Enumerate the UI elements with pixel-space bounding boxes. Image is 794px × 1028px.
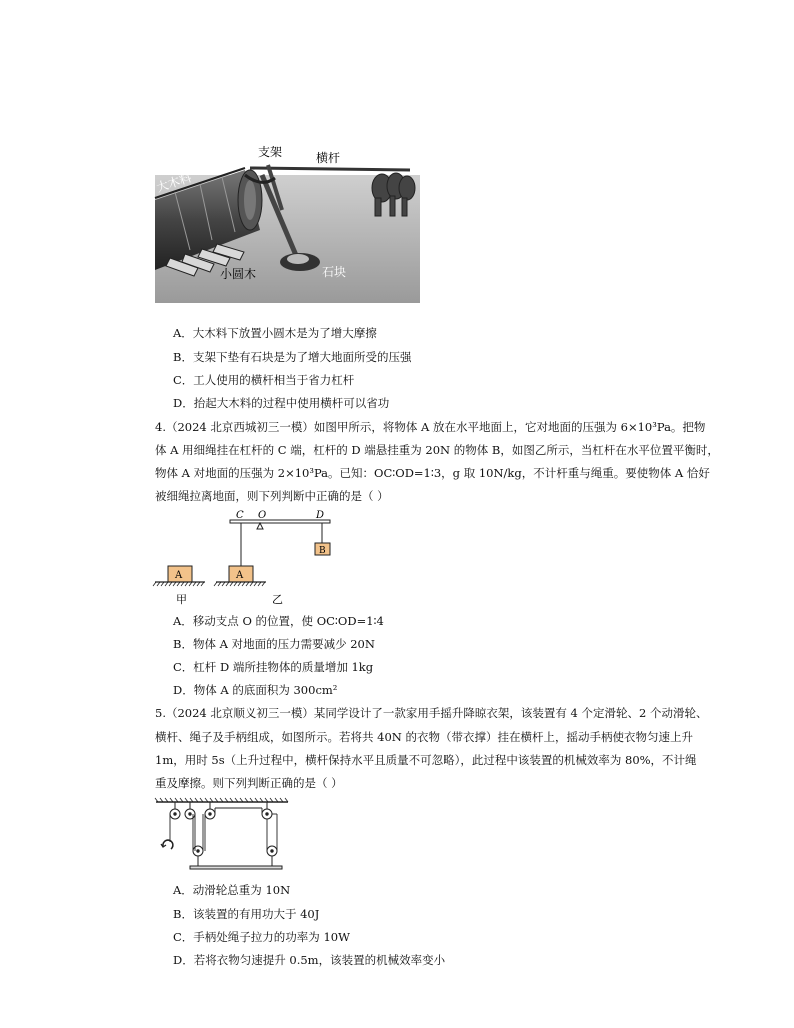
q4-option-a: A．移动支点 O 的位置，使 OC∶OD=1∶4 <box>173 614 384 628</box>
q5-stem-line-3: 1m，用时 5s（上升过程中，横杆保持水平且质量不可忽略），此过程中该装置的机械效率为 80%，不计绳 <box>155 753 697 767</box>
label-d: D <box>316 510 325 521</box>
q5-stem-line-4: 重及摩擦。则下列判断正确的是（ ） <box>155 776 343 790</box>
label-a-yi: A <box>236 570 244 581</box>
caption-yi: 乙 <box>272 593 283 606</box>
q3-option-c: C．工人使用的横杆相当于省力杠杆 <box>173 373 355 387</box>
q5-option-a: A．动滑轮总重为 10N <box>173 883 291 897</box>
q5-option-c: C．手柄处绳子拉力的功率为 10W <box>173 930 350 944</box>
label-a-jia: A <box>175 570 183 581</box>
label-henggan: 横杆 <box>316 151 341 165</box>
q5-stem-line-2: 横杆、绳子及手柄组成，如图所示。若将共 40N 的衣物（带衣撑）挂在横杆上，摇动手柄使衣物匀速上升 <box>155 730 694 744</box>
q4-stem-line-3: 物体 A 对地面的压强为 2×10³Pa。已知：OC∶OD=1∶3，g 取 10N/kg，不计杆重与绳重。要使物体 A 恰好 <box>155 466 710 480</box>
q4-stem-line-4: 被细绳拉离地面，则下列判断中正确的是（ ） <box>155 489 389 503</box>
q5-stem-line-1: 5.（2024 北京顺义初三一模）某同学设计了一款家用手摇升降晾衣架，该装置有 4 个定滑轮、2 个动滑轮、 <box>155 706 708 720</box>
label-b: B <box>319 546 326 556</box>
figure-q5-pulley-rack <box>150 796 300 876</box>
figure-lever-lifting-log <box>150 140 425 305</box>
label-c: C <box>236 510 244 521</box>
fulcrum-o <box>257 523 263 529</box>
fixed-pulleys <box>170 802 272 819</box>
q5-option-b: B．该装置的有用功大于 40J <box>173 907 320 921</box>
crossbar-rack <box>190 866 282 869</box>
label-damuliao: 大木料 <box>154 170 194 195</box>
q3-option-d: D．抬起大木料的过程中使用横杆可以省功 <box>173 396 390 410</box>
lever-bar <box>230 520 330 523</box>
crank-handle-icon[interactable] <box>163 840 173 849</box>
label-xiaoyuanmu: 小圆木 <box>220 267 257 281</box>
label-shikuai: 石块 <box>322 265 347 279</box>
crossbar <box>250 168 410 170</box>
caption-jia: 甲 <box>176 593 187 606</box>
q5-option-d: D．若将衣物匀速提升 0.5m，该装置的机械效率变小 <box>173 953 446 967</box>
q4-option-c: C．杠杆 D 端所挂物体的质量增加 1kg <box>173 660 374 674</box>
label-o: O <box>258 510 267 521</box>
label-zhijia: 支架 <box>258 145 283 159</box>
q4-option-d: D．物体 A 的底面积为 300cm² <box>173 683 338 697</box>
q3-option-b: B．支架下垫有石块是为了增大地面所受的压强 <box>173 350 412 364</box>
q4-stem-line-1: 4.（2024 北京西城初三一模）如图甲所示，将物体 A 放在水平地面上，它对地面的压强为 6×10³Pa。把物 <box>155 420 706 434</box>
q4-option-b: B．物体 A 对地面的压力需要减少 20N <box>173 637 375 651</box>
q3-option-a: A．大木料下放置小圆木是为了增大摩擦 <box>173 326 377 340</box>
figure-q4-lever <box>150 508 350 608</box>
q4-stem-line-2: 体 A 用细绳挂在杠杆的 C 端，杠杆的 D 端悬挂重为 20N 的物体 B，如图乙所示，当杠杆在水平位置平衡时， <box>155 443 719 457</box>
movable-pulleys <box>193 846 277 866</box>
